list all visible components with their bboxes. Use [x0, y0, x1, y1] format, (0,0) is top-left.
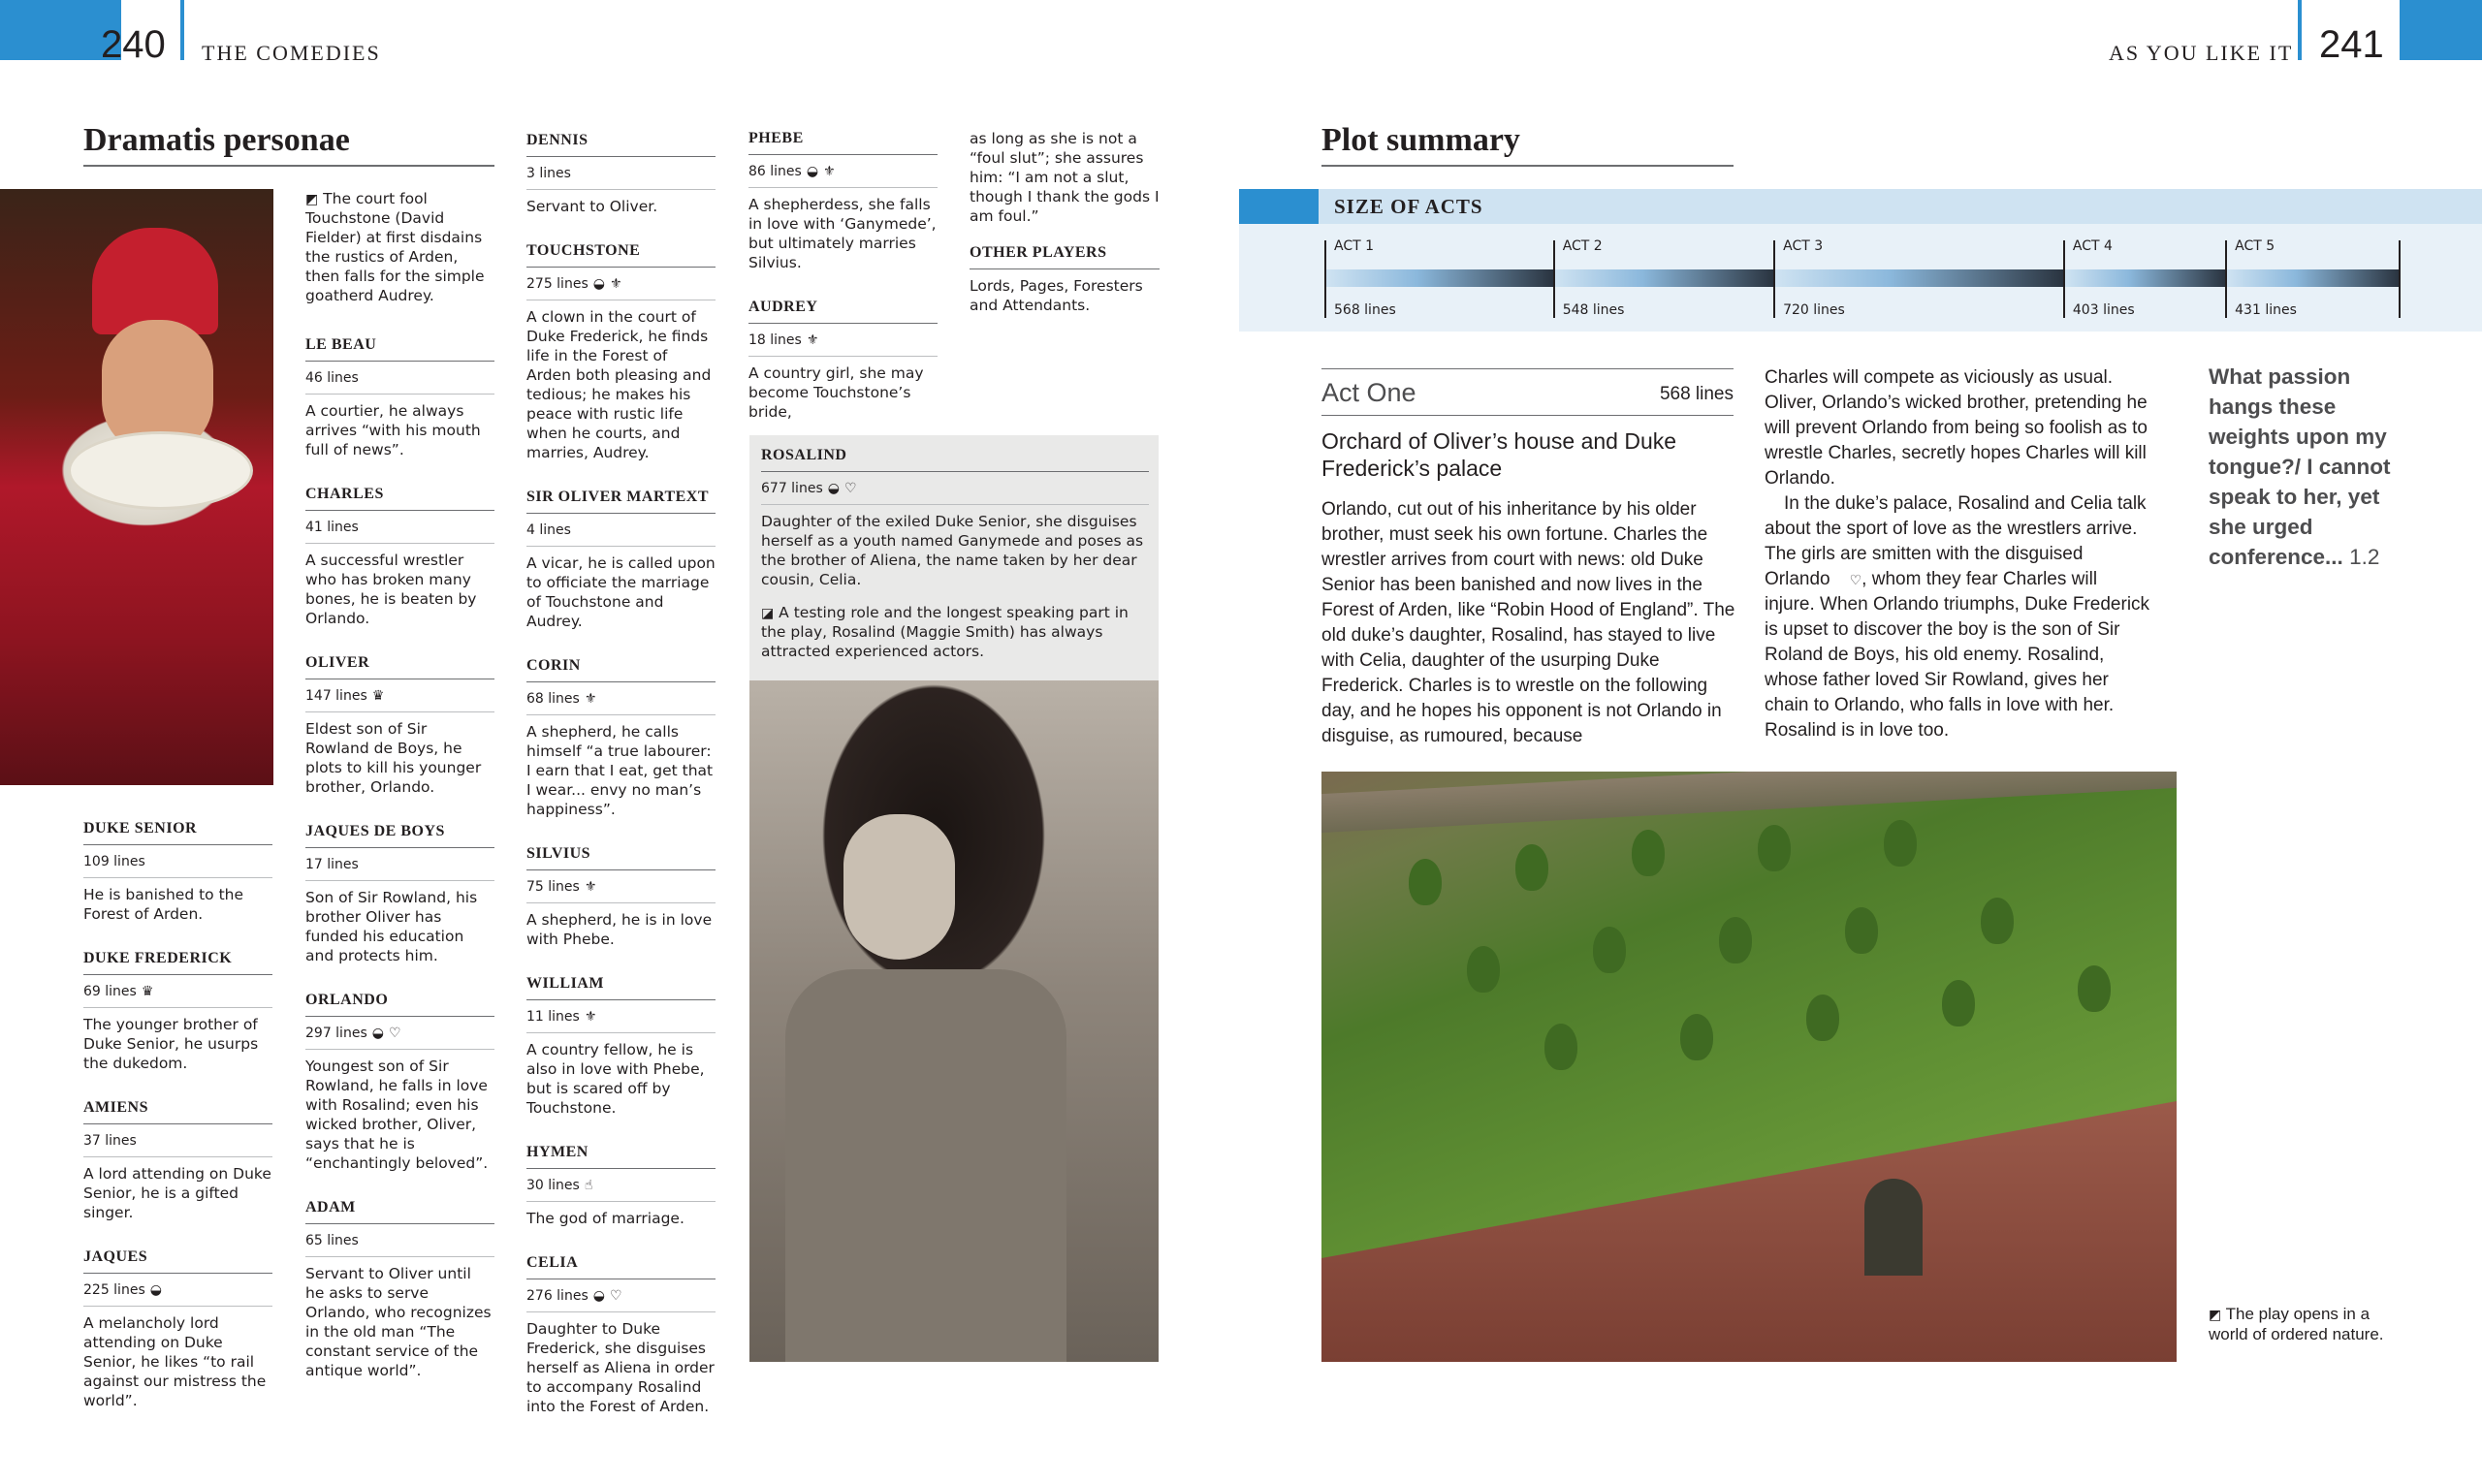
- plot-heading-rule: [1321, 165, 1734, 167]
- character-description: Youngest son of Sir Rowland, he falls in love with Rosalind; even his wicked brother, Oliver, says that he is “enchantingly beloved”.: [305, 1058, 489, 1172]
- fleur-icon: ⚜: [609, 276, 622, 292]
- character-description: The younger brother of Duke Senior, he usurps the dukedom.: [83, 1016, 259, 1072]
- character-name: DUKE FREDERICK: [83, 949, 272, 975]
- act-lines-label: 720 lines: [1783, 302, 1845, 318]
- rosalind-name: ROSALIND: [761, 446, 1149, 472]
- character-name: CORIN: [526, 656, 716, 682]
- act-one-title: Act One: [1321, 378, 1416, 407]
- rosalind-desc: Daughter of the exiled Duke Senior, she disguises herself as a youth named Ganymede and poses as the brother of Aliena, the name taken by her dear cousin, Celia.: [761, 513, 1144, 588]
- plot-paragraph-3: In the duke’s palace, Rosalind and Celia talk about the sport of love as the wrestlers arrive. The girls are smitten with the disguised Orlando ♡, whom they fear Charles will injure. When Orlando triumphs, Duke Frederick is upset to discover the boy is the son of Sir Roland de Boys, his old enemy. Rosalind, whose father loved Sir Rowland, gives her chain to Orlando, who falls in love with her. Rosalind is in love too.: [1765, 493, 2150, 741]
- orchard-tree: [1593, 927, 1626, 973]
- plot-summary-heading: Plot summary: [1321, 122, 1520, 158]
- fleur-icon: ⚜: [806, 332, 819, 348]
- character-lines: 109 lines: [83, 852, 272, 878]
- character-entry: [305, 485, 494, 628]
- character-entry: [748, 298, 938, 422]
- act-one-subtitle: Orchard of Oliver’s house and Duke Frederick’s palace: [1321, 428, 1677, 481]
- character-entry: [83, 1247, 272, 1410]
- act-lines-label: 431 lines: [2235, 302, 2297, 318]
- character-lines: 75 lines ⚜: [526, 877, 716, 903]
- character-column-5: [970, 129, 1160, 315]
- hat-icon: ◒: [149, 1282, 162, 1298]
- hat-icon: ◒: [827, 481, 840, 496]
- fleur-icon: ⚜: [823, 164, 836, 179]
- character-description: A country girl, she may become Touchstone’s bride,: [748, 364, 924, 421]
- fleur-icon: ⚜: [584, 691, 597, 707]
- act-lines-label: 568 lines: [1334, 302, 1396, 318]
- character-lines: 3 lines: [526, 164, 716, 190]
- character-name: OLIVER: [305, 653, 494, 679]
- character-name: LE BEAU: [305, 335, 494, 362]
- right-page-divider: [2298, 0, 2302, 60]
- size-of-acts-header: [1239, 189, 2482, 224]
- act-lines-label: 548 lines: [1562, 302, 1625, 318]
- character-description: Servant to Oliver until he asks to serve Orlando, who recognizes in the old man “The constant service of the antique world”.: [305, 1265, 492, 1379]
- orchard-tree: [1942, 980, 1975, 1026]
- act-one-rule: [1321, 415, 1734, 416]
- character-name: HYMEN: [526, 1143, 716, 1169]
- character-lines: 18 lines ⚜: [748, 331, 938, 357]
- character-entry: [305, 335, 494, 459]
- orchard-photo: [1321, 772, 2177, 1362]
- character-lines: 65 lines: [305, 1231, 494, 1257]
- character-lines: 4 lines: [526, 521, 716, 547]
- character-entry: [748, 129, 938, 272]
- orchard-tree: [1680, 1014, 1713, 1060]
- crown-icon: ♛: [141, 984, 154, 999]
- character-description: A lord attending on Duke Senior, he is a gifted singer.: [83, 1165, 271, 1221]
- character-name: TOUCHSTONE: [526, 241, 716, 268]
- character-lines: 41 lines: [305, 518, 494, 544]
- crown-icon: ♛: [371, 688, 385, 704]
- act-label: ACT 2: [1562, 238, 1603, 254]
- character-entry: [305, 1198, 494, 1380]
- character-name: ORLANDO: [305, 991, 494, 1017]
- act-label: ACT 4: [2072, 238, 2113, 254]
- character-description: Eldest son of Sir Rowland de Boys, he plots to kill his younger brother, Orlando.: [305, 720, 482, 796]
- character-entry: [83, 949, 272, 1073]
- pull-quote: What passion hangs these weights upon my tongue?/ I cannot speak to her, yet she urged conference... 1.2: [2209, 364, 2391, 569]
- audrey-desc-continued: as long as she is not a “foul slut”; she assures him: “I am not a slut, though I thank the gods I am foul.”: [970, 130, 1160, 225]
- caption-pointer-icon: ◪: [761, 606, 775, 621]
- orchard-tree: [1719, 917, 1752, 963]
- heart-icon: ♡: [843, 481, 857, 496]
- character-column-4: [748, 129, 938, 447]
- character-name: AUDREY: [748, 298, 938, 324]
- orchard-tree: [1544, 1024, 1577, 1070]
- hand-icon: ☝: [584, 1178, 593, 1193]
- character-name: AMIENS: [83, 1098, 272, 1124]
- character-lines: 17 lines: [305, 855, 494, 881]
- character-name: DUKE SENIOR: [83, 819, 272, 845]
- dramatis-personae-heading: Dramatis personae: [83, 122, 350, 158]
- orchard-doorway: [1864, 1179, 1923, 1276]
- character-name: SIR OLIVER MARTEXT: [526, 488, 716, 514]
- character-lines: 68 lines ⚜: [526, 689, 716, 715]
- fleur-icon: ⚜: [584, 1009, 597, 1025]
- size-of-acts-tab: [1239, 189, 1319, 224]
- character-column-3: [526, 131, 716, 1441]
- jester-caption: ◩ The court fool Touchstone (David Fielder) at first disdains the rustics of Arden, then falls for the simple goatherd Audrey.: [305, 190, 485, 304]
- orchard-near-wall: [1321, 1101, 2177, 1362]
- act-lines-label: 403 lines: [2072, 302, 2135, 318]
- caption-pointer-icon: ◩: [305, 192, 319, 207]
- character-entry: [526, 241, 716, 462]
- character-description: The god of marriage.: [526, 1210, 684, 1227]
- orchard-far-wall: [1321, 772, 2177, 833]
- character-description: A vicar, he is called upon to officiate the marriage of Touchstone and Audrey.: [526, 554, 716, 630]
- character-entry: [526, 1253, 716, 1416]
- orchard-tree: [1409, 859, 1442, 905]
- rosalind-lines: 677 lines ◒ ♡: [761, 479, 1149, 505]
- heart-icon: ♡: [1849, 572, 1862, 587]
- orchard-tree: [1515, 844, 1548, 891]
- character-description: A clown in the court of Duke Frederick, he finds life in the Forest of Arden both pleasing and tedious; he makes his peace with rustic life when he courts, and marries, Audrey.: [526, 308, 712, 461]
- character-lines: 46 lines: [305, 368, 494, 395]
- orchard-tree: [1758, 825, 1791, 871]
- character-entry: [526, 488, 716, 631]
- act-tick: [2399, 240, 2401, 318]
- orchard-tree: [1467, 946, 1500, 993]
- character-description: He is banished to the Forest of Arden.: [83, 886, 244, 923]
- left-running-head: THE COMEDIES: [202, 41, 381, 65]
- act-bar: [1555, 269, 1773, 287]
- act-one-rule-top: [1321, 368, 1734, 369]
- character-column-1: [83, 819, 272, 1436]
- orchard-tree: [1806, 995, 1839, 1041]
- hat-icon: ◒: [371, 1026, 384, 1041]
- jester-ruff-shape: [68, 431, 253, 510]
- orchard-tree: [2078, 965, 2111, 1012]
- other-players-desc: Lords, Pages, Foresters and Attendants.: [970, 277, 1143, 314]
- character-lines: 11 lines ⚜: [526, 1007, 716, 1033]
- character-lines: 297 lines ◒ ♡: [305, 1024, 494, 1050]
- character-description: A successful wrestler who has broken many bones, he is beaten by Orlando.: [305, 552, 477, 627]
- character-name: ADAM: [305, 1198, 494, 1224]
- left-page-number: 240: [101, 23, 166, 66]
- character-name: PHEBE: [748, 129, 938, 155]
- character-lines: 30 lines ☝: [526, 1176, 716, 1202]
- character-lines: 37 lines: [83, 1131, 272, 1157]
- character-name: WILLIAM: [526, 974, 716, 1000]
- act-bar: [1775, 269, 2063, 287]
- heart-icon: ♡: [388, 1026, 401, 1041]
- plot-paragraph-1: Orlando, cut out of his inheritance by his older brother, must seek his own fortune. Charles the wrestler arrives from court with news: old Duke Senior has been banished and now lives in the Forest of Arden, like “Robin Hood of England”. The old duke’s daughter, Rosalind, has stayed to live with Celia, daughter of the usurping Duke Frederick. Charles is to wrestle on the following day, and he hopes his opponent is not Orlando in disguise, as rumoured, because: [1321, 499, 1735, 746]
- act-label: ACT 3: [1783, 238, 1824, 254]
- character-column-2: [305, 335, 494, 1405]
- character-lines: 86 lines ◒ ⚜: [748, 162, 938, 188]
- character-entry: [305, 822, 494, 965]
- character-lines: 147 lines ♛: [305, 686, 494, 712]
- act-label: ACT 5: [2235, 238, 2275, 254]
- jester-hat-shape: [92, 228, 218, 334]
- character-name: CELIA: [526, 1253, 716, 1279]
- rosalind-entry: [761, 446, 1149, 661]
- character-entry: [526, 844, 716, 949]
- character-entry: [526, 656, 716, 819]
- orchard-tree: [1884, 820, 1917, 867]
- orchard-tree: [1981, 898, 2014, 944]
- character-entry: [305, 653, 494, 797]
- character-description: A shepherd, he calls himself “a true labourer: I earn that I eat, get that I wear... envy no man’s happiness”.: [526, 723, 714, 818]
- heart-icon: ♡: [609, 1288, 622, 1304]
- fleur-icon: ⚜: [584, 879, 597, 895]
- character-lines: 275 lines ◒ ⚜: [526, 274, 716, 300]
- character-entry: [526, 974, 716, 1118]
- act-one-lines: 568 lines: [1659, 384, 1734, 404]
- character-entry: [83, 1098, 272, 1222]
- plot-paragraph-2: Charles will compete as viciously as usual. Oliver, Orlando’s wicked brother, pretending he will prevent Orlando from being so foolish as to wrestle Charles, secretly hopes Charles will kill Orlando.: [1765, 367, 2148, 489]
- character-entry: [305, 991, 494, 1173]
- hat-icon: ◒: [592, 276, 605, 292]
- act-bar: [1326, 269, 1553, 287]
- character-name: JAQUES DE BOYS: [305, 822, 494, 848]
- rosalind-face-shape: [843, 814, 955, 960]
- character-description: A shepherd, he is in love with Phebe.: [526, 911, 713, 948]
- character-lines: 276 lines ◒ ♡: [526, 1286, 716, 1312]
- act-label: ACT 1: [1334, 238, 1375, 254]
- character-name: SILVIUS: [526, 844, 716, 870]
- character-name: DENNIS: [526, 131, 716, 157]
- right-page-tab: [2400, 0, 2482, 60]
- other-players-title: OTHER PLAYERS: [970, 243, 1160, 269]
- character-name: JAQUES: [83, 1247, 272, 1274]
- heading-rule: [83, 165, 494, 167]
- orchard-tree: [1632, 830, 1665, 876]
- character-lines: 69 lines ♛: [83, 982, 272, 1008]
- hat-icon: ◒: [592, 1288, 605, 1304]
- character-description: A shepherdess, she falls in love with ‘Ganymede’, but ultimately marries Silvius.: [748, 196, 937, 271]
- right-page-number: 241: [2319, 23, 2384, 66]
- rosalind-caption: ◪ A testing role and the longest speaking part in the play, Rosalind (Maggie Smith) has always attracted experienced actors.: [761, 604, 1129, 660]
- character-lines: 225 lines ◒: [83, 1280, 272, 1307]
- character-description: Daughter to Duke Frederick, she disguises herself as Aliena in order to accompany Rosalind into the Forest of Arden.: [526, 1320, 715, 1415]
- character-name: CHARLES: [305, 485, 494, 511]
- caption-pointer-icon: ◩: [2209, 1307, 2222, 1322]
- character-description: A country fellow, he is also in love with Phebe, but is scared off by Touchstone.: [526, 1041, 705, 1117]
- character-entry: [83, 819, 272, 924]
- size-of-acts-title: SIZE OF ACTS: [1334, 195, 1483, 218]
- character-entry: [526, 131, 716, 216]
- right-running-head: AS YOU LIKE IT: [2109, 41, 2294, 65]
- left-page-divider: [180, 0, 184, 60]
- act-bar: [2227, 269, 2399, 287]
- orchard-caption: ◩ The play opens in a world of ordered nature.: [2209, 1305, 2384, 1343]
- character-description: A courtier, he always arrives “with his mouth full of news”.: [305, 402, 481, 458]
- orchard-tree: [1845, 907, 1878, 954]
- character-entry: [526, 1143, 716, 1228]
- character-description: A melancholy lord attending on Duke Senior, he likes “to rail against our mistress the world”.: [83, 1314, 267, 1409]
- rosalind-coat-shape: [785, 969, 1066, 1362]
- hat-icon: ◒: [806, 164, 819, 179]
- character-description: Son of Sir Rowland, his brother Oliver has funded his education and protects him.: [305, 889, 478, 964]
- character-description: Servant to Oliver.: [526, 198, 658, 215]
- act-bar: [2065, 269, 2225, 287]
